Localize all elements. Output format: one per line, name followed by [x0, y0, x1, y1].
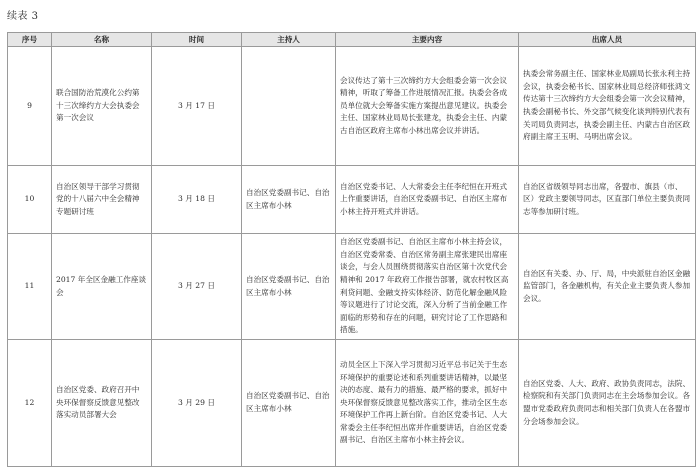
meetings-table	[7, 32, 696, 467]
meeting-host: 自治区党委副书记、自治区主席布小林	[242, 166, 336, 234]
meeting-date: 3 月 29 日	[152, 340, 242, 467]
meeting-name: 联合国防治荒漠化公约第十三次缔约方大会执委会第一次会议	[52, 47, 152, 166]
meeting-content: 动员全区上下深入学习贯彻习近平总书记关于生态环境保护的重要论述和系列重要讲话精神，以最坚决的态度、最有力的措施、最严格的要求，抓好中央环保督察反馈意见整改落实工作，推动全区生态环境保护工作再上新台阶。自治区党委书记、人大常委会主任李纪恒出席并作重要讲话，自治区党委副书记、自治区主席布小林主持会议。	[336, 340, 519, 467]
meeting-name: 自治区领导干部学习贯彻党的十八届六中全会精神专题研讨班	[52, 166, 152, 234]
table-caption: 续表 3	[7, 11, 39, 22]
meeting-host: 自治区党委副书记、自治区主席布小林	[242, 340, 336, 467]
meeting-date: 3 月 17 日	[152, 47, 242, 166]
meeting-date: 3 月 18 日	[152, 166, 242, 234]
header-content: 主要内容	[336, 33, 519, 47]
meeting-content: 会议传达了第十三次缔约方大会组委会第一次会议精神，听取了筹备工作进展情况汇报。执委会各成员单位就大会筹备实施方案提出意见建议。执委会主任、国家林业局局长张建龙，执委会主任、内蒙古自治区政府主席布小林出席会议并讲话。	[336, 47, 519, 166]
meeting-name: 自治区党委、政府召开中央环保督察反馈意见整改落实动员部署大会	[52, 340, 152, 467]
table-row	[8, 47, 696, 166]
row-number: 10	[8, 166, 52, 234]
header-host: 主持人	[242, 33, 336, 47]
meeting-attendees: 自治区党委、人大、政府、政协负责同志，法院、检察院和有关部门负责同志在主会场参加会议。各盟市党委政府负责同志和相关部门负责人在各盟市分会场参加会议。	[519, 340, 696, 467]
meeting-date: 3 月 27 日	[152, 234, 242, 340]
meeting-attendees: 执委会常务副主任、国家林业局副局长张永利主持会议，执委会秘书长、国家林业局总经济师张鸿文传达第十三次缔约方大会组委会第一次会议精神，执委会副秘书长、外交部气候变化谈判特别代表有关司局负责同志，执委会副主任、内蒙古自治区政府副主席王玉明、马明出席会议。	[519, 47, 696, 166]
row-number: 9	[8, 47, 52, 166]
header-date: 时间	[152, 33, 242, 47]
meeting-content: 自治区党委书记、人大常委会主任李纪恒在开班式上作重要讲话，自治区党委副书记、自治区主席布小林主持开班式并讲话。	[336, 166, 519, 234]
meeting-attendees: 自治区省级领导同志出席，各盟市、旗县（市、区）党政主要领导同志，区直部门单位主要负责同志等参加研讨班。	[519, 166, 696, 234]
meeting-host	[242, 47, 336, 166]
row-number: 12	[8, 340, 52, 467]
meeting-attendees: 自治区有关委、办、厅、局，中央派驻自治区金融监管部门，各金融机构，有关企业主要负责人参加会议。	[519, 234, 696, 340]
meeting-host: 自治区党委副书记、自治区主席布小林	[242, 234, 336, 340]
header-name: 名称	[52, 33, 152, 47]
meeting-content: 自治区党委副书记、自治区主席布小林主持会议，自治区党委常委、自治区常务副主席张建民出席座谈会，与会人员围绕贯彻落实自治区第十次党代会精神和 2017 年政府工作报告部署，就农村牧区高利贷问题、金融支持实体经济、防范化解金融风险等议题进行了讨论交流，深入分析了当前金融工作面临的形势和存在的问题，研究讨论了工作思路和措施。	[336, 234, 519, 340]
table-row	[8, 166, 696, 234]
meeting-name: 2017 年全区金融工作座谈会	[52, 234, 152, 340]
table-header-row	[8, 33, 696, 47]
header-attendees: 出席人员	[519, 33, 696, 47]
header-no: 序号	[8, 33, 52, 47]
table-row	[8, 340, 696, 467]
table-row	[8, 234, 696, 340]
row-number: 11	[8, 234, 52, 340]
